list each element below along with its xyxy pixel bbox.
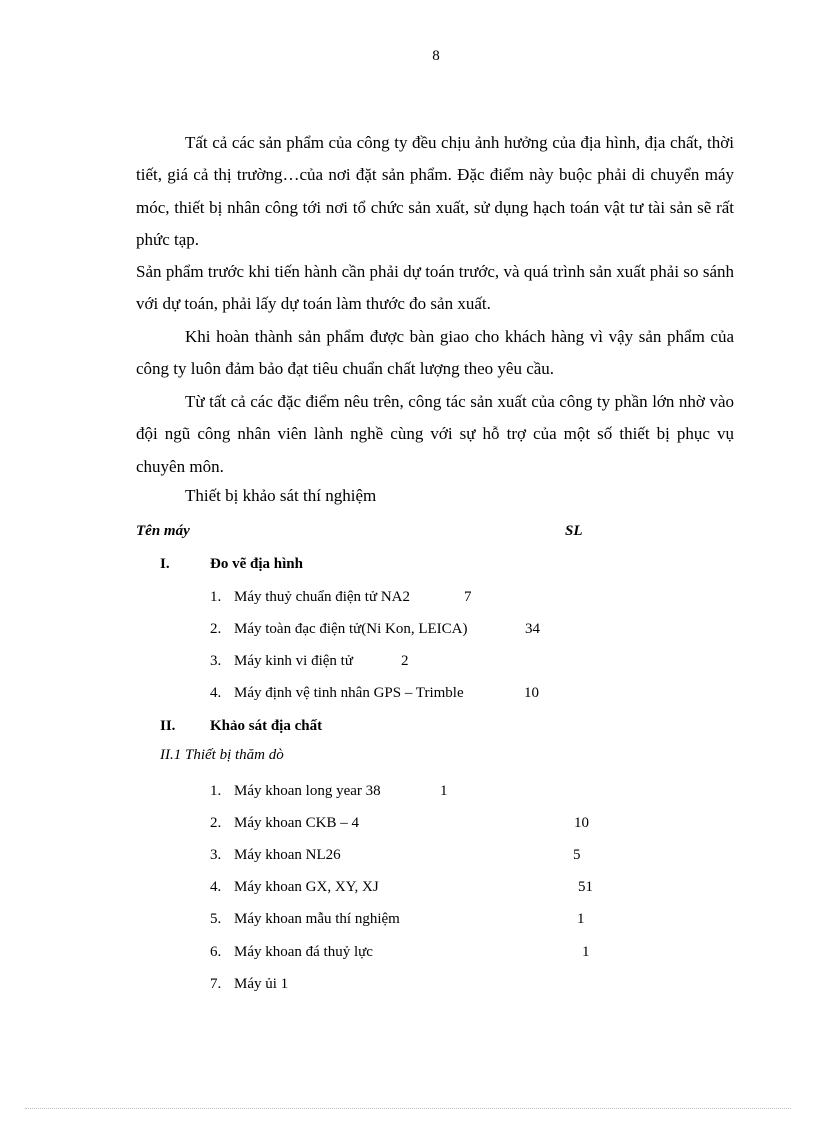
item-qty: 1: [577, 911, 585, 927]
paragraph-1: Tất cả các sản phẩm của công ty đều chịu ảnh hưởng của địa hình, địa chất, thời tiết, giá cả thị trường…của nơi đặt sản phẩm. Đặc điểm này buộc phải di chuyển máy móc, thiết bị nhân công tới nơi tổ chức sản xuất, sử dụng hạch toán vật tư tài sản sẽ rất phức tạp.: [136, 133, 734, 250]
item-number: 3.: [210, 653, 222, 669]
list-item: [210, 589, 410, 606]
section-2-title: Khảo sát địa chất: [210, 718, 323, 734]
section-1-roman: I.: [160, 556, 170, 572]
list-item: [210, 847, 341, 864]
list-item: [210, 911, 400, 928]
item-qty: 5: [573, 847, 581, 863]
item-number: 6.: [210, 944, 222, 960]
equipment-title: Thiết bị khảo sát thí nghiệm: [185, 486, 377, 505]
list-item: [210, 879, 379, 896]
subsection-title: II.1 Thiết bị thăm dò: [160, 747, 284, 763]
item-number: 4.: [210, 879, 222, 895]
item-number: 1.: [210, 783, 222, 799]
item-name: Máy khoan đá thuỷ lực: [234, 944, 373, 960]
item-name: Máy thuỷ chuẩn điện tử NA2: [234, 589, 411, 605]
item-name: Máy khoan NL26: [234, 847, 341, 863]
item-qty: 10: [524, 685, 539, 701]
item-qty: 34: [525, 621, 540, 637]
paragraph-3: Khi hoàn thành sản phẩm được bàn giao cho khách hàng vì vậy sản phẩm của công ty luôn đảm bảo đạt tiêu chuẩn chất lượng theo yêu cầu.: [136, 327, 734, 379]
section-2-roman: II.: [160, 718, 176, 734]
item-number: 2.: [210, 815, 222, 831]
list-item: [210, 944, 373, 961]
page-number: 8: [432, 48, 440, 64]
column-header-qty: SL: [565, 523, 583, 539]
list-item: [210, 783, 381, 800]
item-number: 4.: [210, 685, 222, 701]
item-qty: 51: [578, 879, 593, 895]
item-qty: 2: [401, 653, 409, 669]
item-name: Máy khoan long year 38: [234, 783, 381, 799]
item-qty: 1: [440, 783, 448, 799]
item-number: 3.: [210, 847, 222, 863]
item-qty: 10: [574, 815, 589, 831]
column-header-name: Tên máy: [136, 523, 190, 539]
paragraph-2: Sản phẩm trước khi tiến hành cần phải dự toán trước, và quá trình sản xuất phải so sánh với dự toán, phải lấy dự toán làm thước đo sản xuất.: [136, 262, 734, 314]
paragraph-4: Từ tất cả các đặc điểm nêu trên, công tác sản xuất của công ty phần lớn nhờ vào đội ngũ công nhân viên lành nghề cùng với sự hỗ trợ của một số thiết bị phục vụ chuyên môn.: [136, 392, 734, 476]
item-name: Máy khoan GX, XY, XJ: [234, 879, 379, 895]
page-bottom-divider: [25, 1108, 791, 1109]
list-item: [210, 815, 359, 832]
section-1-title: Đo vẽ địa hình: [210, 556, 303, 572]
item-number: 5.: [210, 911, 222, 927]
list-item: [210, 621, 468, 638]
item-name: Máy toàn đạc điện tử(Ni Kon, LEICA): [234, 621, 468, 637]
item-qty: 1: [582, 944, 590, 960]
item-number: 7.: [210, 976, 222, 992]
item-name: Máy kinh vi điện tử: [234, 653, 353, 669]
item-name: Máy định vệ tinh nhân GPS – Trimble: [234, 685, 464, 701]
list-item: [210, 976, 288, 993]
item-name: Máy ủi 1: [234, 976, 289, 992]
item-number: 1.: [210, 589, 222, 605]
item-name: Máy khoan CKB – 4: [234, 815, 359, 831]
item-name: Máy khoan mẫu thí nghiệm: [234, 911, 400, 927]
item-number: 2.: [210, 621, 222, 637]
item-qty: 7: [464, 589, 472, 605]
list-item: [210, 685, 464, 702]
list-item: [210, 653, 353, 670]
